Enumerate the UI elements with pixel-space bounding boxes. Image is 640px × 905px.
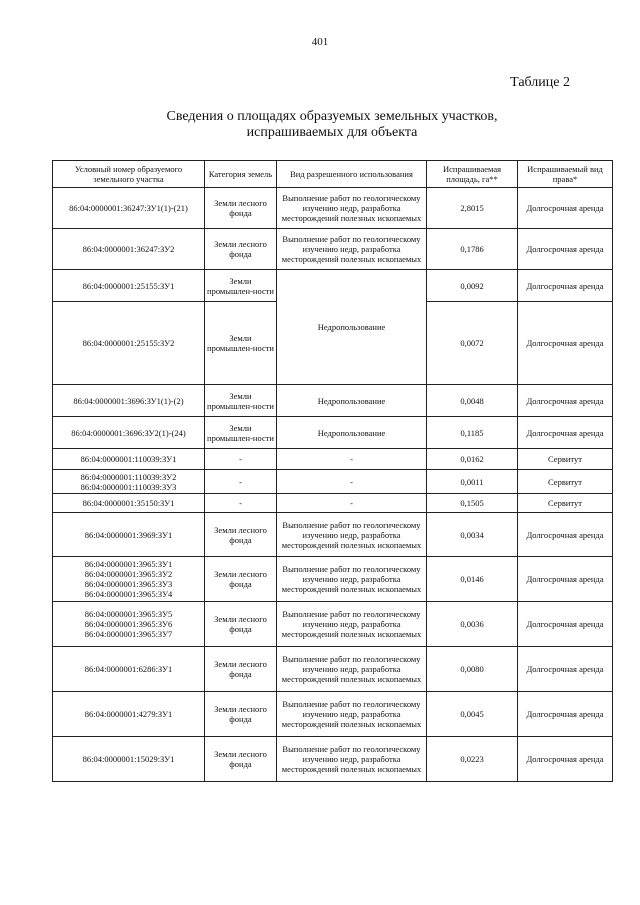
permitted-use: Выполнение работ по геологическому изучению недр, разработка месторождений полезных ископаемых [277, 692, 427, 737]
requested-right: Долгосрочная аренда [518, 557, 613, 602]
requested-area: 0,1185 [427, 417, 518, 449]
requested-right: Долгосрочная аренда [518, 513, 613, 557]
plot-number: 86:04:0000001:15029:ЗУ1 [53, 737, 205, 782]
table-label: Таблице 2 [510, 75, 570, 90]
plot-number: 86:04:0000001:25155:ЗУ2 [53, 302, 205, 385]
land-category: Земли лесного фонда [205, 602, 277, 647]
requested-right: Долгосрочная аренда [518, 692, 613, 737]
plot-number: 86:04:0000001:35150:ЗУ1 [53, 494, 205, 513]
table-row [53, 229, 613, 270]
title-line-1: Сведения о площадях образуемых земельных участков, [166, 109, 498, 124]
plot-number: 86:04:0000001:3696:ЗУ1(1)-(2) [53, 385, 205, 417]
plot-number-line: 86:04:0000001:3965:ЗУ6 [84, 619, 173, 629]
requested-area: 0,0080 [427, 647, 518, 692]
requested-area: 0,0162 [427, 449, 518, 470]
table-row [53, 557, 613, 602]
plot-number: 86:04:0000001:25155:ЗУ1 [53, 270, 205, 302]
land-category: Земли лесного фонда [205, 229, 277, 270]
land-category: Земли лесного фонда [205, 513, 277, 557]
permitted-use: - [277, 494, 427, 513]
title-line-2: испрашиваемых для объекта [246, 125, 418, 140]
requested-area: 0,0045 [427, 692, 518, 737]
plot-number [53, 557, 205, 602]
header-requested-right: Испрашиваемый вид права* [518, 161, 613, 188]
land-category: Земли промышлен-ности [205, 270, 277, 302]
requested-right: Долгосрочная аренда [518, 270, 613, 302]
table-row [53, 417, 613, 449]
requested-area: 0,0011 [427, 470, 518, 494]
requested-area: 0,0092 [427, 270, 518, 302]
permitted-use: Недропользование [277, 417, 427, 449]
land-category: Земли промышлен-ности [205, 417, 277, 449]
land-category: Земли лесного фонда [205, 692, 277, 737]
permitted-use: Выполнение работ по геологическому изучению недр, разработка месторождений полезных ископаемых [277, 602, 427, 647]
permitted-use: - [277, 470, 427, 494]
plot-number-line: 86:04:0000001:110039:ЗУ2 [80, 471, 177, 482]
requested-right: Сервитут [518, 470, 613, 494]
table-row [53, 647, 613, 692]
permitted-use: Выполнение работ по геологическому изучению недр, разработка месторождений полезных ископаемых [277, 229, 427, 270]
land-plots-table [52, 160, 613, 782]
requested-area: 2,8015 [427, 188, 518, 229]
plot-number: 86:04:0000001:3969:ЗУ1 [53, 513, 205, 557]
requested-area: 0,0223 [427, 737, 518, 782]
table-row [53, 188, 613, 229]
requested-area: 0,1505 [427, 494, 518, 513]
land-category: - [205, 449, 277, 470]
requested-right: Долгосрочная аренда [518, 417, 613, 449]
requested-area: 0,0146 [427, 557, 518, 602]
plot-number-line: 86:04:0000001:3965:ЗУ1 [84, 559, 173, 569]
table-row [53, 692, 613, 737]
table-header-row [53, 161, 613, 188]
requested-area: 0,0048 [427, 385, 518, 417]
requested-right: Долгосрочная аренда [518, 302, 613, 385]
table-row [53, 270, 613, 302]
plot-number-line: 86:04:0000001:3965:ЗУ2 [84, 569, 173, 579]
permitted-use: - [277, 449, 427, 470]
plot-number: 86:04:0000001:4279:ЗУ1 [53, 692, 205, 737]
header-requested-area: Испрашиваемая площадь, га** [427, 161, 518, 188]
land-category: Земли лесного фонда [205, 647, 277, 692]
table-row [53, 494, 613, 513]
requested-right: Долгосрочная аренда [518, 602, 613, 647]
requested-area: 0,0072 [427, 302, 518, 385]
plot-number: 86:04:0000001:110039:ЗУ1 [53, 449, 205, 470]
document-title [52, 109, 612, 141]
permitted-use: Выполнение работ по геологическому изучению недр, разработка месторождений полезных ископаемых [277, 737, 427, 782]
plot-number [53, 602, 205, 647]
table-row [53, 385, 613, 417]
land-category: Земли лесного фонда [205, 188, 277, 229]
requested-right: Сервитут [518, 494, 613, 513]
permitted-use: Выполнение работ по геологическому изучению недр, разработка месторождений полезных ископаемых [277, 647, 427, 692]
table-row [53, 513, 613, 557]
table-row [53, 470, 613, 494]
permitted-use: Выполнение работ по геологическому изучению недр, разработка месторождений полезных ископаемых [277, 557, 427, 602]
table-row [53, 449, 613, 470]
plot-number-line: 86:04:0000001:3965:ЗУ4 [84, 589, 173, 599]
plot-number: 86:04:0000001:6286:ЗУ1 [53, 647, 205, 692]
plot-number: 86:04:0000001:3696:ЗУ2(1)-(24) [53, 417, 205, 449]
plot-number: 86:04:0000001:36247:ЗУ1(1)-(21) [53, 188, 205, 229]
plot-number: 86:04:0000001:36247:ЗУ2 [53, 229, 205, 270]
land-category: - [205, 470, 277, 494]
requested-area: 0,1786 [427, 229, 518, 270]
land-category: Земли промышлен-ности [205, 302, 277, 385]
plot-number [53, 470, 205, 494]
header-plot-number: Условный номер образуемого земельного участка [53, 161, 205, 188]
permitted-use: Недропользование [277, 385, 427, 417]
land-category: Земли промышлен-ности [205, 385, 277, 417]
requested-area: 0,0034 [427, 513, 518, 557]
permitted-use: Недропользование [277, 270, 427, 385]
requested-right: Долгосрочная аренда [518, 188, 613, 229]
land-category: Земли лесного фонда [205, 737, 277, 782]
header-land-category: Категория земель [205, 161, 277, 188]
requested-right: Долгосрочная аренда [518, 385, 613, 417]
plot-number-line: 86:04:0000001:110039:ЗУ3 [80, 481, 177, 492]
table-row [53, 602, 613, 647]
page-number: 401 [311, 36, 329, 48]
header-permitted-use: Вид разрешенного использования [277, 161, 427, 188]
land-category: - [205, 494, 277, 513]
table-row [53, 737, 613, 782]
requested-right: Долгосрочная аренда [518, 647, 613, 692]
plot-number-line: 86:04:0000001:3965:ЗУ7 [84, 629, 173, 639]
requested-right: Долгосрочная аренда [518, 737, 613, 782]
permitted-use: Выполнение работ по геологическому изучению недр, разработка месторождений полезных ископаемых [277, 188, 427, 229]
land-category: Земли лесного фонда [205, 557, 277, 602]
plot-number-line: 86:04:0000001:3965:ЗУ3 [84, 579, 173, 589]
requested-right: Сервитут [518, 449, 613, 470]
requested-right: Долгосрочная аренда [518, 229, 613, 270]
requested-area: 0,0036 [427, 602, 518, 647]
permitted-use: Выполнение работ по геологическому изучению недр, разработка месторождений полезных ископаемых [277, 513, 427, 557]
plot-number-line: 86:04:0000001:3965:ЗУ5 [84, 609, 173, 619]
